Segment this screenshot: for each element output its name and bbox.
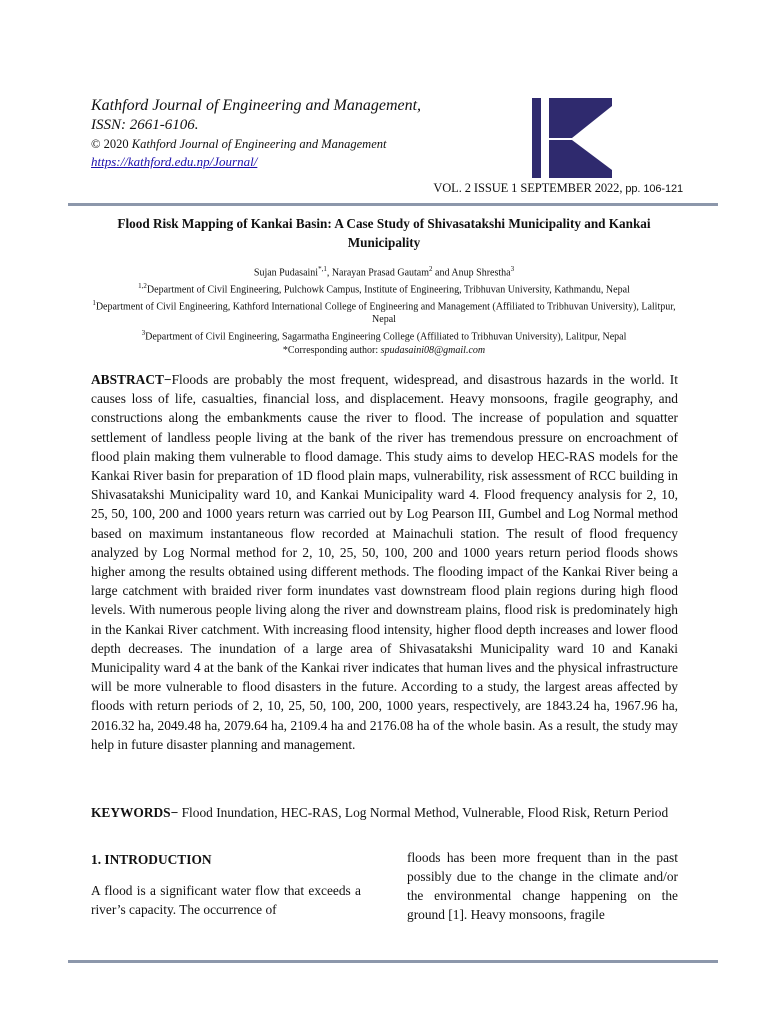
- kathford-logo: [532, 98, 612, 178]
- author-3-sup: 3: [510, 265, 515, 273]
- volume-line: [433, 181, 683, 196]
- affiliation-1-text: Department of Civil Engineering, Pulchowk Campus, Institute of Engineering, Tribhuvan University, Kathmandu, Nepal: [146, 284, 630, 296]
- affiliation-3: [90, 327, 678, 344]
- copyright-prefix: © 2020: [91, 137, 129, 151]
- abstract-label: ABSTRACT−: [91, 372, 172, 387]
- keywords-text: Flood Inundation, HEC-RAS, Log Normal Method, Vulnerable, Flood Risk, Return Period: [181, 805, 669, 820]
- affiliation-3-sup: 3: [141, 328, 146, 337]
- author-3: Anup Shrestha: [451, 267, 511, 279]
- intro-left-text: A flood is a significant water flow that exceeds a river’s capacity. The occurrence of: [91, 883, 361, 917]
- keywords: [91, 803, 678, 822]
- intro-left-column: [91, 850, 361, 919]
- copyright-name: Kathford Journal of Engineering and Management: [131, 137, 387, 151]
- affiliation-1-sup: 1,2: [138, 281, 147, 290]
- author-2-sup: 2: [429, 265, 433, 273]
- abstract: [91, 370, 678, 754]
- top-divider: [68, 203, 718, 206]
- intro-heading: 1. INTRODUCTION: [91, 852, 212, 867]
- intro-right-column: [407, 848, 678, 924]
- corresponding-email[interactable]: spudasaini08@gmail.com: [380, 345, 486, 356]
- affiliation-2-text: Department of Civil Engineering, Kathford International College of Engineering and Management (Affiliated to Tribhuvan University), Lalitpur, Nepal: [95, 300, 676, 326]
- page-range: pp. 106-121: [625, 183, 683, 195]
- journal-url-link[interactable]: https://kathford.edu.np/Journal/: [91, 154, 258, 169]
- copyright-line: [91, 135, 511, 153]
- affiliation-1: [90, 280, 678, 297]
- abstract-text: Floods are probably the most frequent, widespread, and disastrous hazards in the world. It causes loss of life, casualties, financial loss, and displacement. Heavy monsoons, fragile geography, and constructions along the embankments cause the river to flood. The increase of population and squatter settlement of landless people living at the bank of the river has tremendous pressure on encroachment of flood plain making them vulnerable to flood damage. This study aims to develop HEC-RAS models for the Kankai River basin for preparation of 1D flood plain maps, vulnerability, risk assessment of RCC building in Shivasatakshi Municipality ward 10, and Kankai Municipality ward 4. Flood frequency analysis for 2, 10, 25, 50, 100, 200 and 1000 years return was carried out by Log Pearson III, Gumbel and Log Normal method based on maximum instantaneous flow recorded at Mainachuli station. The result of flood frequency analyzed by Log Normal method for 2, 10, 25, 50, 100, 200 and 1000 years return period floods shows higher among the results obtained using different methods. The flooding impact of the Kankai River being a large catchment with braided river form inundates vast downstream flood plain regions during high flood levels. With numerous people living along the river and downstream plains, flood risk is predominately high in the Kankai River catchment. With increasing flood intensity, higher flood depth increases and lower flood depth decreases. The inundation of a large area of Shivasatakshi Municipality ward 10 and Kanaki Municipality ward 4 at the bank of the Kankai river indicates that human lives and the physical infrastructure will be more vulnerable to flood disasters in the future. According to a study, the largest areas affected by floods with return periods of 2, 10, 25, 50, 100, 200, 1000 years, respectively, are 1843.24 ha, 1967.96 ha, 2016.32 ha, 2049.48 ha, 2079.64 ha, 2109.4 ha and 2176.08 ha of the whole basin. As a result, the study may help in future disaster planning and management.: [91, 372, 678, 752]
- logo-k-leg: [549, 140, 612, 178]
- affiliation-2: [90, 297, 678, 327]
- logo-k-stem: [532, 98, 541, 178]
- author-2: Narayan Prasad Gautam: [331, 267, 430, 279]
- journal-header: [91, 96, 511, 171]
- affiliation-2-sup: 1: [92, 298, 96, 307]
- volume-issue: VOL. 2 ISSUE 1 SEPTEMBER 2022,: [433, 181, 623, 195]
- keywords-label: KEYWORDS−: [91, 805, 179, 820]
- author-list: Sujan Pudasaini$^{*,1}$, Narayan Prasad Gautam$^2$ and Anup Shrestha$^3$: [253, 265, 515, 279]
- journal-title: Kathford Journal of Engineering and Management,: [91, 97, 422, 114]
- logo-k-notch: [549, 138, 572, 140]
- corresponding-label: *Corresponding author:: [282, 345, 379, 356]
- author-1-sup: *,1: [318, 265, 327, 273]
- paper-title: Flood Risk Mapping of Kankai Basin: A Case Study of Shivasatakshi Municipality and Kankai Municipality: [117, 216, 651, 250]
- affiliation-3-text: Department of Civil Engineering, Sagarmatha Engineering College (Affiliated to Tribhuvan University), Lalitpur, Nepal: [145, 331, 627, 343]
- bottom-divider: [68, 960, 718, 963]
- corresponding-author: [90, 345, 678, 356]
- logo-k-arm: [549, 98, 612, 138]
- author-block: [90, 263, 678, 344]
- journal-issn: ISSN: 2661-6106.: [91, 117, 199, 133]
- intro-right-text: floods has been more frequent than in the past possibly due to the change in the climate and/or the environmental change happening on the ground [1]. Heavy monsoons, fragile: [407, 850, 678, 922]
- author-1: Sujan Pudasaini: [253, 267, 319, 279]
